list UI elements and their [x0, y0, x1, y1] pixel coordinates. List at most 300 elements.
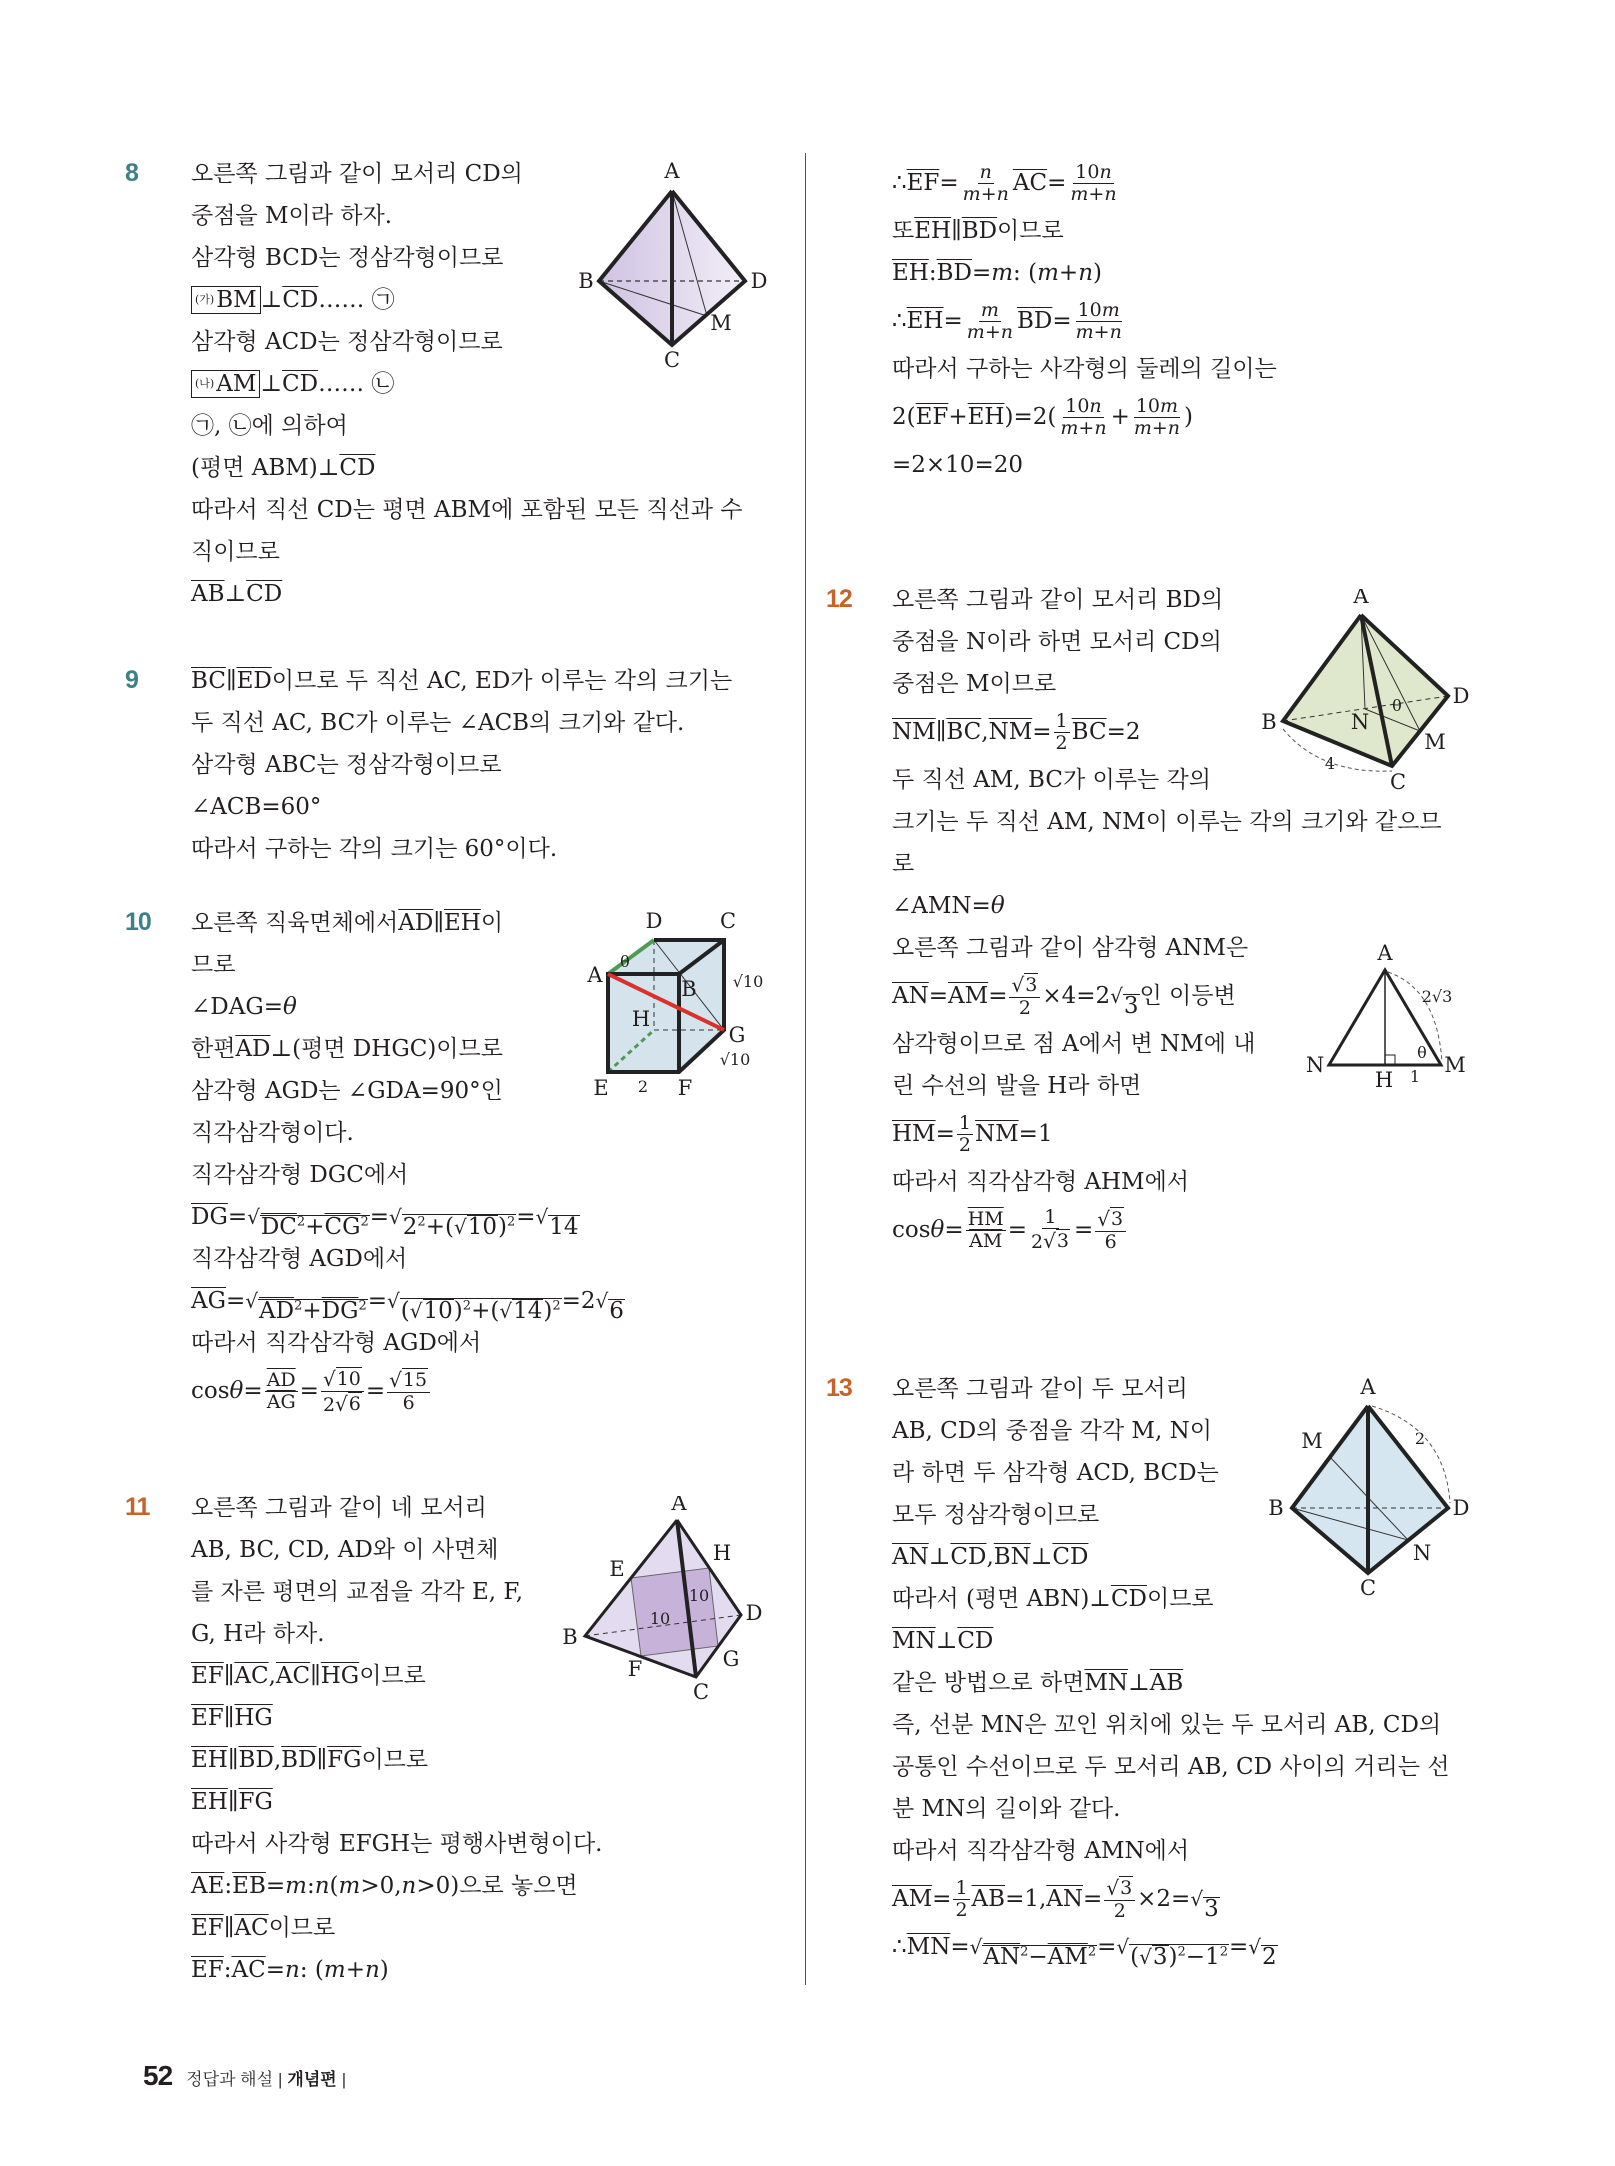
- segment: $\overline{EH}$: [906, 308, 944, 334]
- denominator: [965, 322, 1015, 343]
- text-run: 이므로: [1146, 1586, 1214, 1612]
- variable: n: [401, 1873, 417, 1899]
- variable: n: [1094, 416, 1107, 439]
- segment: DC: [260, 1214, 297, 1240]
- text-line: [892, 348, 1277, 390]
- segment: $\overline{CD}$: [950, 1544, 987, 1570]
- cuboid-figure-10: [585, 912, 770, 1102]
- text-line: [892, 801, 1442, 843]
- text-run: =: [227, 1204, 248, 1230]
- text-line: [892, 294, 1277, 348]
- denominator: [957, 1135, 973, 1156]
- text-run: +: [1093, 320, 1110, 343]
- problem-number: 12: [826, 585, 852, 613]
- text-line: [892, 156, 1277, 210]
- radicand: [1110, 1207, 1124, 1230]
- fraction: [961, 162, 1011, 205]
- length-label: 10: [649, 1609, 671, 1628]
- radical-sign: √: [1106, 1876, 1120, 1900]
- radical-sign: √: [245, 1289, 259, 1313]
- variable: θ: [930, 1217, 945, 1243]
- segment: $\overline{NM}$: [892, 719, 936, 745]
- text-line: [892, 1926, 1450, 1968]
- square-root: [1043, 1229, 1070, 1252]
- math-text: 삼각형 ABC는 정삼각형이므로: [191, 752, 502, 778]
- segment: $\overline{AN}$: [892, 983, 929, 1009]
- math-text: 따라서 직각삼각형 AMN에서: [892, 1838, 1190, 1864]
- math-text: 모두 정삼각형이므로: [892, 1502, 1100, 1528]
- vertex-label: H: [1374, 1068, 1394, 1092]
- separator: |: [341, 2070, 347, 2089]
- vertex-label: B: [562, 1625, 578, 1649]
- text-line: [191, 1865, 602, 1907]
- square-root: [389, 1368, 428, 1391]
- text-line: [892, 843, 1442, 885]
- vertex-label: D: [645, 912, 663, 933]
- numerator: [957, 1113, 973, 1135]
- exponent: 2: [296, 1214, 306, 1230]
- radicand: [1123, 994, 1140, 1017]
- segment: $\overline{CG}$: [324, 1214, 361, 1240]
- segment: $\overline{EF}$: [191, 1915, 224, 1941]
- vertex-label: B: [1261, 710, 1277, 734]
- column-divider: [805, 153, 806, 1985]
- square-root: [970, 1926, 1098, 1968]
- segment: $\overline{AC}$: [234, 1915, 269, 1941]
- text-line: [191, 786, 732, 828]
- solution-text: [191, 902, 625, 1418]
- math-text: 린 수선의 발을 H라 하면: [892, 1073, 1142, 1099]
- square-root: [1011, 973, 1038, 996]
- text-run: =: [365, 1378, 386, 1404]
- text-run: =2: [1106, 719, 1141, 745]
- radicand: [548, 1215, 579, 1238]
- text-run: 2(: [892, 404, 916, 430]
- length-label: √10: [719, 1050, 751, 1069]
- numerator: [265, 1370, 298, 1392]
- math-text: 6: [1104, 1231, 1117, 1253]
- variable: θ: [282, 994, 297, 1020]
- radicand: [467, 1215, 498, 1238]
- fraction: [1058, 396, 1108, 439]
- denominator: [1068, 184, 1118, 205]
- text-run: ⊥: [1030, 1544, 1053, 1570]
- segment: $\overline{BD}$: [961, 218, 998, 244]
- text-run: −1: [1185, 1944, 1220, 1970]
- text-run: (평면 ABM)⊥: [191, 455, 340, 481]
- math-text: 따라서 구하는 사각형의 둘레의 길이는: [892, 356, 1277, 382]
- denominator: [1058, 418, 1108, 439]
- text-run: =: [943, 308, 963, 334]
- math-text: 직이므로: [191, 539, 280, 565]
- math-text: 3: [1025, 974, 1038, 996]
- radical-sign: √: [1139, 1945, 1152, 1969]
- text-run: ): [1184, 404, 1194, 430]
- denominator: [1132, 418, 1182, 439]
- text-run: :: [928, 260, 937, 286]
- text-line: [191, 1196, 625, 1238]
- problem-number: 11: [125, 1493, 150, 1521]
- segment: $\overline{BN}$: [993, 1544, 1031, 1570]
- radical-sign: √: [1190, 1887, 1204, 1911]
- segment: $\overline{CD}$: [339, 455, 376, 481]
- text-run: 같은 방법으로 하면: [892, 1670, 1085, 1696]
- square-root: [389, 1196, 516, 1238]
- text-line: [892, 1872, 1450, 1926]
- math-text: 직각삼각형이다.: [191, 1120, 354, 1146]
- text-run: >0,: [360, 1873, 402, 1899]
- text-run: ∠DAG=: [191, 994, 283, 1020]
- text-run: (: [1130, 1944, 1140, 1970]
- text-run: +(: [471, 1298, 500, 1324]
- radical-sign: √: [322, 1366, 336, 1391]
- text-run: ∥: [951, 218, 962, 244]
- vertex-label: G: [728, 1023, 746, 1047]
- radical-sign: √: [1043, 1229, 1056, 1253]
- exponent: 2: [360, 1214, 369, 1230]
- math-text: 중점을 M이라 하자.: [191, 203, 393, 229]
- text-run: (: [329, 1873, 339, 1899]
- segment: $\overline{AD}$: [235, 1036, 271, 1062]
- math-text: 2: [958, 1133, 971, 1156]
- radical-sign: √: [247, 1205, 260, 1229]
- fraction: [1104, 1876, 1135, 1922]
- segment: $\overline{EH}$: [191, 1747, 228, 1773]
- segment: $\overline{AN}$: [1046, 1886, 1084, 1912]
- page-number: 52: [143, 2060, 173, 2091]
- problem-number: 9: [125, 666, 138, 694]
- segment: $\overline{EF}$: [915, 404, 949, 430]
- numerator: [321, 1367, 364, 1392]
- fraction: [1054, 711, 1070, 754]
- segment: $\overline{AM}$: [892, 1886, 933, 1912]
- text-run: ⊥(평면 DHGC)이므로: [270, 1036, 503, 1062]
- text-run: ∥: [223, 1705, 235, 1731]
- problem-number: 13: [826, 1374, 852, 1402]
- angle-label: θ: [620, 952, 630, 971]
- numerator: [1076, 300, 1122, 322]
- text-run: ,: [268, 1663, 276, 1689]
- math-text: 직각삼각형 AGD에서: [191, 1246, 408, 1272]
- square-root: [410, 1299, 454, 1322]
- text-line: [191, 573, 743, 615]
- segment: $\overline{BC}$: [191, 668, 226, 694]
- vertex-label: C: [1389, 770, 1407, 794]
- text-line: [892, 444, 1277, 486]
- text-run: ): [453, 1298, 463, 1324]
- segment: AM: [969, 1229, 1003, 1252]
- math-text: 6: [402, 1392, 415, 1414]
- text-run: ∴: [892, 1934, 907, 1960]
- math-text: 2: [955, 1898, 968, 1921]
- math-text: 로: [892, 851, 915, 877]
- segment: $\overline{AB}$: [971, 1886, 1006, 1912]
- text-run: +: [984, 320, 1001, 343]
- square-root: [387, 1280, 562, 1322]
- text-run: 10: [1077, 298, 1102, 321]
- text-run: ,: [273, 1747, 282, 1773]
- numerator: [979, 300, 1001, 322]
- denominator: [321, 1392, 364, 1416]
- fraction: [1132, 396, 1182, 439]
- radicand: [1024, 973, 1038, 996]
- segment: $\overline{DG}$: [191, 1204, 228, 1230]
- vertex-label: A: [587, 963, 603, 987]
- text-line: [191, 1949, 602, 1991]
- text-run: 인 이등변: [1139, 983, 1236, 1009]
- text-line: [892, 210, 1277, 252]
- segment: $\overline{AC}$: [234, 1663, 269, 1689]
- square-root: [1116, 1926, 1229, 1968]
- text-line: [191, 902, 625, 944]
- vertex-label: F: [677, 1076, 693, 1100]
- exponent: 2: [1177, 1944, 1186, 1960]
- variable: n: [314, 1873, 330, 1899]
- text-line: [191, 1364, 625, 1418]
- math-text: 2: [1055, 731, 1068, 754]
- vertex-label: A: [664, 160, 680, 183]
- text-run: ×4=2: [1042, 983, 1111, 1009]
- segment: $\overline{EF}$: [906, 170, 940, 196]
- math-text: 두 직선 AM, BC가 이루는 각의: [892, 767, 1211, 793]
- segment: $\overline{EH}$: [892, 260, 929, 286]
- math-text: 1: [958, 1111, 971, 1134]
- radicand: [1203, 1897, 1220, 1920]
- fraction: [265, 1370, 298, 1413]
- math-text: 2: [1113, 1900, 1126, 1922]
- text-line: [191, 1571, 602, 1613]
- text-run: +: [305, 1214, 325, 1240]
- text-line: [892, 1746, 1450, 1788]
- tetrahedron-figure-8: [578, 160, 768, 372]
- text-run: =: [932, 1886, 952, 1912]
- text-line: [191, 1655, 602, 1697]
- math-text: 6: [609, 1298, 624, 1324]
- segment: $\overline{AD}$: [398, 910, 434, 936]
- radical-sign: √: [389, 1368, 402, 1392]
- square-root: [335, 1392, 362, 1415]
- segment: $\overline{BC}$: [1071, 719, 1107, 745]
- vertex-label: C: [663, 348, 681, 372]
- text-line: [191, 744, 732, 786]
- variable: n: [1078, 260, 1094, 286]
- segment: $\overline{EB}$: [232, 1873, 266, 1899]
- text-run: =: [1228, 1934, 1249, 1960]
- text-run: +: [1151, 416, 1168, 439]
- radical-sign: √: [453, 1215, 467, 1239]
- math-text: ㉠, ㉡에 의하여: [191, 413, 348, 439]
- text-run: =: [1097, 1934, 1117, 1960]
- text-run: ⊥: [260, 371, 283, 397]
- variable: m: [323, 1957, 346, 1983]
- text-run: 10: [1135, 394, 1161, 417]
- text-run: ∠AMN=: [892, 893, 991, 919]
- exponent: 2: [417, 1214, 426, 1230]
- text-run: ∥: [433, 910, 444, 936]
- segment: $\overline{BD}$: [1016, 308, 1053, 334]
- text-run: 10: [1075, 160, 1100, 183]
- square-root: [499, 1299, 543, 1322]
- math-text: AB, CD의 중점을 각각 M, N이: [892, 1418, 1212, 1444]
- length-label: √10: [732, 972, 764, 991]
- text-line: [892, 885, 1442, 927]
- segment: $\overline{CD}$: [1052, 1544, 1089, 1570]
- math-text: 따라서 직각삼각형 AGD에서: [191, 1330, 482, 1356]
- vertex-label: E: [593, 1076, 609, 1100]
- math-text: G, H라 하자.: [191, 1621, 325, 1647]
- text-run: +: [1058, 260, 1079, 286]
- segment: $\overline{AC}$: [275, 1663, 311, 1689]
- text-line: [892, 1203, 1442, 1257]
- segment: $\overline{AN}$: [892, 1544, 929, 1570]
- text-run: 2: [402, 1214, 418, 1240]
- math-text: 10: [336, 1367, 361, 1390]
- fraction: [1095, 1207, 1126, 1253]
- problem-9: [125, 660, 733, 870]
- radicand: [336, 1367, 362, 1390]
- radical-sign: √: [595, 1289, 609, 1313]
- radical-sign: √: [1110, 984, 1123, 1008]
- math-text: 오른쪽 그림과 같이 삼각형 ANM은: [892, 935, 1249, 961]
- math-text: 따라서 구하는 각의 크기는 60°이다.: [191, 836, 558, 862]
- numerator: [387, 1368, 430, 1393]
- square-root: [596, 1280, 625, 1322]
- math-text: 오른쪽 그림과 같이 모서리 CD의: [191, 161, 523, 187]
- segment: $\overline{NM}$: [988, 719, 1033, 745]
- length-label: 2: [637, 1077, 649, 1096]
- fraction: [953, 1878, 969, 1921]
- text-run: =: [1032, 719, 1052, 745]
- denominator: [961, 184, 1011, 205]
- segment: $\overline{AG}$: [191, 1288, 226, 1314]
- text-run: ∥: [310, 1663, 321, 1689]
- fraction: [1068, 162, 1118, 205]
- text-line: [191, 1154, 625, 1196]
- text-run: =: [243, 1378, 263, 1404]
- segment: $\overline{AC}$: [1012, 170, 1048, 196]
- text-run: cos: [191, 1378, 230, 1404]
- segment: $\overline{FG}$: [327, 1747, 362, 1773]
- text-line: [191, 702, 732, 744]
- radical-sign: √: [389, 1205, 402, 1229]
- text-run: =: [516, 1204, 536, 1230]
- radicand: [1129, 1944, 1229, 1968]
- text-run: :: [223, 1957, 232, 1983]
- text-line: [892, 1620, 1450, 1662]
- denominator: [1017, 998, 1033, 1019]
- math-text: 3: [1204, 1896, 1219, 1922]
- length-label: 10: [688, 1586, 710, 1605]
- segment: $\overline{MN}$: [906, 1934, 951, 1960]
- segment: $\overline{EF}$: [191, 1663, 224, 1689]
- length-label: 4: [1324, 754, 1336, 773]
- segment: $\overline{AM}$: [1047, 1944, 1088, 1970]
- math-text: 따라서 직선 CD는 평면 ABM에 포함된 모든 직선과 수: [191, 497, 743, 523]
- exponent: 2: [552, 1298, 561, 1314]
- math-text: 오른쪽 그림과 같이 네 모서리: [191, 1495, 487, 1521]
- text-run: =: [935, 1121, 955, 1147]
- variable: n: [1109, 320, 1122, 343]
- math-text: 3: [1120, 1877, 1133, 1899]
- math-text: 따라서 사각형 EFGH는 평행사변형이다.: [191, 1831, 603, 1857]
- vertex-label: D: [1452, 1496, 1470, 1520]
- variable: m: [1101, 298, 1120, 321]
- text-run: =: [1083, 1886, 1103, 1912]
- text-line: [191, 405, 743, 447]
- text-run: ,: [981, 719, 989, 745]
- text-run: ∥: [223, 1663, 235, 1689]
- math-text: ∠ACB=60°: [191, 794, 322, 820]
- text-run: >0)으로 놓으면: [416, 1873, 578, 1899]
- vertex-label: D: [750, 269, 768, 293]
- vertex-label: B: [681, 977, 697, 1001]
- segment: $\overline{EH}$: [914, 218, 952, 244]
- text-run: 따라서 (평면 ABN)⊥: [892, 1586, 1111, 1612]
- segment: $\overline{CD}$: [282, 371, 319, 397]
- fraction: [965, 300, 1015, 343]
- radical-sign: √: [1097, 1207, 1110, 1231]
- text-run: ∥: [935, 719, 947, 745]
- math-text: 15: [402, 1369, 428, 1391]
- vertex-label: G: [722, 1647, 740, 1671]
- text-run: 오른쪽 직육면체에서: [191, 910, 399, 936]
- radical-sign: √: [1116, 1935, 1130, 1959]
- math-text: 3: [1152, 1944, 1168, 1970]
- text-run: 이므로 두 직선 AC, ED가 이루는 각의 크기는: [271, 668, 733, 694]
- numerator: [1104, 1876, 1135, 1901]
- text-run: =: [1073, 1217, 1094, 1243]
- length-label: 1: [1409, 1067, 1421, 1086]
- variable: θ: [990, 893, 1005, 919]
- segment: $\overline{MN}$: [892, 1628, 936, 1654]
- text-run: ,: [986, 1544, 994, 1570]
- text-line: [191, 447, 743, 489]
- vertex-label: E: [609, 1557, 625, 1581]
- fraction: [957, 1113, 973, 1156]
- radical-sign: √: [969, 1935, 983, 1959]
- variable: n: [1167, 416, 1181, 439]
- vertex-label: H: [712, 1541, 732, 1565]
- radicand: [258, 1299, 368, 1322]
- angle-label: θ: [1392, 696, 1402, 715]
- denominator: [1054, 733, 1070, 754]
- text-run: (: [400, 1298, 410, 1324]
- vertex-label: M: [1424, 730, 1446, 754]
- math-text: 즉, 선분 MN은 꼬인 위치에 있는 두 모서리 AB, CD의: [892, 1712, 1442, 1738]
- variable: m: [1060, 416, 1079, 439]
- math-text: 10: [467, 1214, 497, 1240]
- text-line: [191, 531, 743, 573]
- numerator: [978, 162, 994, 184]
- text-run: 2: [1031, 1231, 1044, 1253]
- exponent: 2: [1087, 1944, 1097, 1960]
- denominator: [1103, 1232, 1119, 1253]
- square-root: [245, 1280, 367, 1322]
- variable: θ: [229, 1378, 244, 1404]
- vertex-label: M: [710, 311, 732, 335]
- text-line: [191, 1112, 625, 1154]
- numerator: [1073, 162, 1113, 184]
- radicand: [982, 1945, 1097, 1968]
- solution-text: [191, 660, 732, 870]
- vertex-label: C: [719, 912, 737, 933]
- text-run: :: [306, 1873, 315, 1899]
- radicand: [423, 1299, 454, 1322]
- text-run: 이므로: [361, 1747, 429, 1773]
- radical-sign: √: [535, 1205, 549, 1229]
- math-text: 2: [1018, 997, 1031, 1019]
- numerator: [1042, 1207, 1058, 1229]
